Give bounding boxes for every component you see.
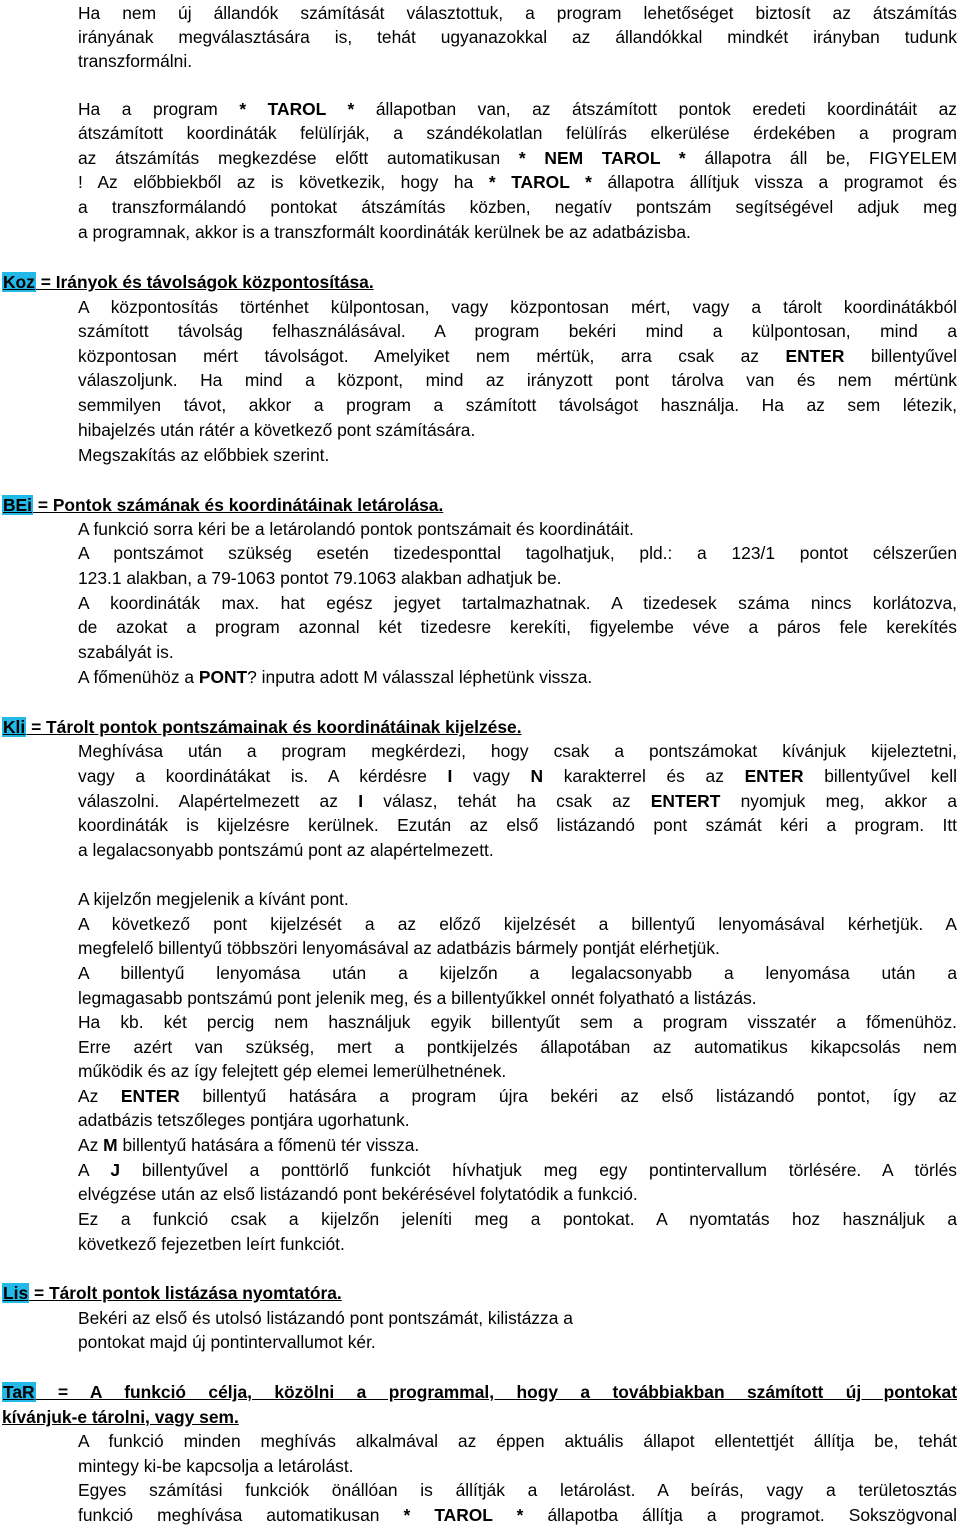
bei-line-7: A főmenühöz a PONT? inputra adott M válasszal léphetünk vissza. bbox=[78, 667, 593, 687]
bei-line-4: A koordináták max. hat egész jegyet tartalmazhatnak. A tizedesek száma nincs korlátozva, bbox=[78, 593, 957, 613]
tarol-line-3: az átszámítás megkezdése előtt automatikusan * NEM TAROL * állapotra áll be, FIGYELEM bbox=[78, 148, 957, 168]
koz-line-6: hibajelzés után rátér a következő pont számítására. bbox=[78, 420, 476, 440]
tar-line-1: A funkció minden meghívás alkalmával az éppen aktuális állapot ellentettjét állítja be, tehát bbox=[78, 1431, 957, 1451]
koz-line-1: A központosítás történhet külpontosan, vagy központosan mért, vagy a tárolt koordinátákból bbox=[78, 297, 957, 317]
kli-line-7: A következő pont kijelzését a az előző kijelzését a billentyű lenyomásával kérhetjük. A bbox=[78, 914, 957, 934]
koz-line-5: semmilyen távot, akkor a program a számított távolságot használja. Ha az sem létezik, bbox=[78, 395, 957, 415]
lis-line-2: pontokat majd új pontintervallumot kér. bbox=[78, 1332, 376, 1352]
tarol-line-5: a transzformálandó pontokat átszámítás közben, negatív pontszám segítségével adjuk meg bbox=[78, 197, 957, 217]
kli-line-8: megfelelő billentyű többszöri lenyomásával az adatbázis bármely pontját elérhetjük. bbox=[78, 938, 720, 958]
kli-line-14: Az ENTER billentyű hatására a program újra bekéri az első listázandó pontot, így az bbox=[78, 1086, 957, 1106]
bei-line-1: A funkció sorra kéri be a letárolandó pontok pontszámait és koordinátáit. bbox=[78, 519, 634, 539]
heading-koz-title: = Irányok és távolságok központosítása. bbox=[35, 272, 374, 292]
kli-line-10: legmagasabb pontszámú pont jelenik meg, és a billentyűkkel onnét folyatható a listázás. bbox=[78, 988, 757, 1008]
tarol-line-1: Ha a program * TAROL * állapotban van, az átszámított pontok eredeti koordinátáit az bbox=[78, 99, 957, 119]
kli-line-18: elvégzése után az első listázandó pont bekérésével folytatódik a funkció. bbox=[78, 1184, 638, 1204]
koz-line-2: számított távolság felhasználásával. A program bekéri mind a külpontosan, mind a bbox=[78, 321, 957, 341]
heading-bei-title: = Pontok számának és koordinátáinak letárolása. bbox=[33, 495, 444, 515]
tar-line-4: funkció meghívása automatikusan * TAROL * állapotba állítja a programot. Sokszögvonal bbox=[78, 1505, 957, 1525]
tarol-line-4: ! Az előbbiekből az is következik, hogy ha * TAROL * állapotra állítjuk vissza a programot és bbox=[78, 172, 957, 192]
heading-kli-title: = Tárolt pontok pontszámainak és koordinátáinak kijelzése. bbox=[26, 717, 522, 737]
kli-line-12: Erre azért van szükség, mert a pontkijelzés állapotában az automatikus kikapcsolás nem bbox=[78, 1037, 957, 1057]
kli-line-13: működik és az így felejtett gép elemei lemerülhetnének. bbox=[78, 1061, 507, 1081]
bei-line-2: A pontszámot szükség esetén tizedesponttal tagolhatjuk, pld.: a 123/1 pontot célszerűen bbox=[78, 543, 957, 563]
intro-line-3: transzformálni. bbox=[78, 51, 193, 71]
kli-line-3: válaszolni. Alapértelmezett az I válasz, tehát ha csak az ENTERT nyomjuk meg, akkor a bbox=[78, 791, 957, 811]
section-heading-koz bbox=[2, 270, 374, 294]
bei-line-3: 123.1 alakban, a 79-1063 pontot 79.1063 alakban adhatjuk be. bbox=[78, 568, 562, 588]
kli-line-16: Az M billentyű hatására a főmenü tér vissza. bbox=[78, 1135, 420, 1155]
section-heading-kli bbox=[2, 715, 522, 739]
key-kli: Kli bbox=[3, 717, 26, 737]
intro-line-2: irányának megválasztására is, tehát ugyanazokkal az állandókkal mindkét irányban tudunk bbox=[78, 27, 957, 47]
bei-line-5: de azokat a program azonnal két tizedesre kerekíti, figyelembe véve a páros fele kerekítés bbox=[78, 617, 957, 637]
tar-line-2: mintegy ki-be kapcsolja a letárolást. bbox=[78, 1456, 354, 1476]
tarol-line-2: átszámított koordináták felülírják, a szándékolatlan felülírás elkerülése érdekében a program bbox=[78, 123, 957, 143]
intro-line-1: Ha nem új állandók számítását választottuk, a program lehetőséget biztosít az átszámítás bbox=[78, 3, 957, 23]
kli-line-20: következő fejezetben leírt funkciót. bbox=[78, 1234, 345, 1254]
kli-line-4: koordináták is kijelzésre kerülnek. Ezután az első listázandó pont számát kéri a program. Itt bbox=[78, 815, 957, 835]
key-lis: Lis bbox=[3, 1283, 29, 1303]
key-tar: TaR bbox=[3, 1382, 35, 1402]
lis-line-1: Bekéri az első és utolsó listázandó pont pontszámát, kilistázza a bbox=[78, 1308, 573, 1328]
kli-line-6: A kijelzőn megjelenik a kívánt pont. bbox=[78, 889, 349, 909]
kli-line-11: Ha kb. két percig nem használjuk egyik billentyűt sem a program visszatér a főmenühöz. bbox=[78, 1012, 957, 1032]
heading-lis-title: = Tárolt pontok listázása nyomtatóra. bbox=[29, 1283, 342, 1303]
bei-line-6: szabályát is. bbox=[78, 642, 174, 662]
kli-line-2: vagy a koordinátákat is. A kérdésre I vagy N karakterrel és az ENTER billentyűvel kell bbox=[78, 766, 957, 786]
section-heading-bei bbox=[2, 493, 443, 517]
kli-line-1: Meghívása után a program megkérdezi, hogy csak a pontszámokat kívánjuk kijeleztetni, bbox=[78, 741, 957, 761]
kli-line-15: adatbázis tetszőleges pontjára ugorhatunk. bbox=[78, 1110, 410, 1130]
tarol-line-6: a programnak, akkor is a transzformált koordináták kerülnek be az adatbázisba. bbox=[78, 222, 691, 242]
kli-line-19: Ez a funkció csak a kijelzőn jeleníti meg a pontokat. A nyomtatás hoz használjuk a bbox=[78, 1209, 957, 1229]
koz-line-3: központosan mért távolságot. Amelyiket nem mértük, arra csak az ENTER billentyűvel bbox=[78, 346, 957, 366]
section-heading-lis bbox=[2, 1281, 342, 1305]
kli-line-9: A billentyű lenyomása után a kijelzőn a legalacsonyabb a lenyomása után a bbox=[78, 963, 957, 983]
kli-line-5: a legalacsonyabb pontszámú pont az alapértelmezett. bbox=[78, 840, 494, 860]
koz-line-7: Megszakítás az előbbiek szerint. bbox=[78, 445, 330, 465]
section-heading-tar bbox=[2, 1380, 957, 1404]
heading-tar-title-1: = A funkció célja, közölni a programmal, hogy a továbbiakban számított új pontokat bbox=[35, 1382, 957, 1402]
tar-line-3: Egyes számítási funkciók önállóan is állítják a letárolást. A beírás, vagy a területosztás bbox=[78, 1480, 957, 1500]
heading-tar-title-2: kívánjuk-e tárolni, vagy sem. bbox=[2, 1407, 239, 1427]
key-bei: BEi bbox=[3, 495, 32, 515]
key-koz: Koz bbox=[3, 272, 35, 292]
koz-line-4: válaszoljunk. Ha mind a központ, mind az irányzott pont tárolva van és nem mértünk bbox=[78, 370, 957, 390]
kli-line-17: A J billentyűvel a ponttörlő funkciót hívhatjuk meg egy pontintervallum törlésére. A törlés bbox=[78, 1160, 957, 1180]
